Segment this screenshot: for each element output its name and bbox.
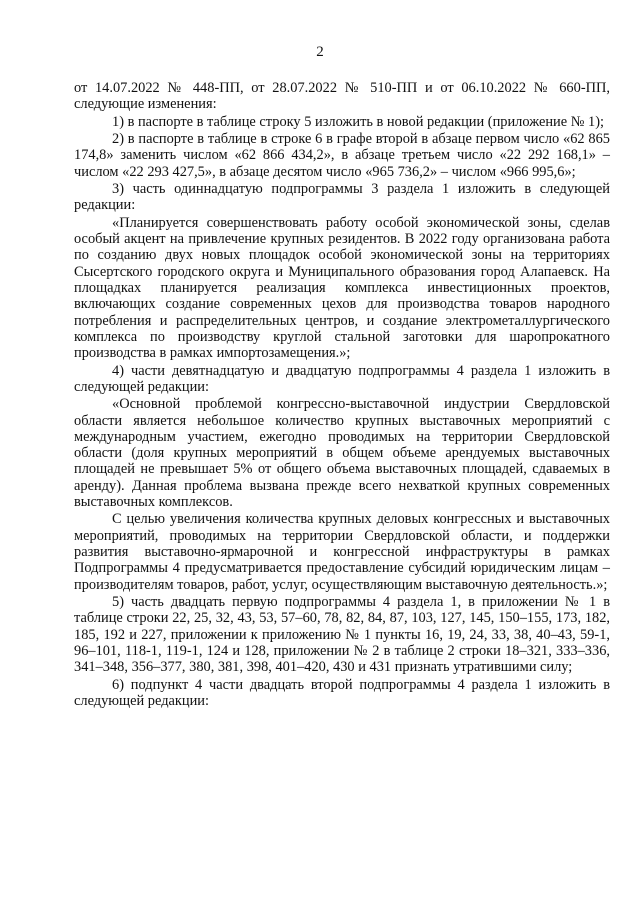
paragraph-item-5: 5) часть двадцать первую подпрограммы 4 раздела 1, в приложении № 1 в таблице строки 22, 25, 32, 43, 53, 57–60, 78, 82, 84, 87, 103, 127, 145, 150–155, 173, 182, 185, 192 и 227, приложении к приложению № 1 пункты 16, 19, 24, 33, 38, 40–43, 59-1, 96–101, 118-1, 119-1, 124 и 128, приложении № 2 в таблице 2 строки 18–321, 333–336, 341–348, 356–377, 380, 381, 398, 401–420, 430 и 431 признать утратившими силу;	[74, 593, 610, 676]
paragraph-item-3: 3) часть одиннадцатую подпрограммы 3 раздела 1 изложить в следующей редакции:	[74, 181, 610, 214]
paragraph-item-1: 1) в паспорте в таблице строку 5 изложить в новой редакции (приложение № 1);	[112, 113, 605, 130]
document-body	[74, 80, 610, 709]
page-number: 2	[316, 44, 324, 60]
paragraph-quote-congress-1: «Основной проблемой конгрессно-выставочной индустрии Свердловской области является небольшое количество крупных выставочных мероприятий с международным участием, ежегодно проводимых на территории Свердловской области (доля крупных мероприятий в общем объеме арендуемых выставочных площадей не превышает 5% от общего объема выставочных площадей, сдаваемых в аренду). Данная проблема вызвана прежде всего нехваткой крупных современных выставочных комплексов.	[74, 396, 610, 510]
paragraph-item-6: 6) подпункт 4 части двадцать второй подпрограммы 4 раздела 1 изложить в следующей редакции:	[74, 676, 610, 709]
paragraph-item-2: 2) в паспорте в таблице в строке 6 в графе второй в абзаце первом число «62 865 174,8» заменить числом «62 866 434,2», в абзаце третьем число «22 292 168,1» – числом «22 293 427,5», в абзаце десятом число «965 736,2» – числом «966 995,6»;	[74, 131, 610, 180]
paragraph-intro-continuation: от 14.07.2022 № 448-ПП, от 28.07.2022 № 510-ПП и от 06.10.2022 № 660-ПП, следующие изменения:	[74, 80, 610, 113]
paragraph-item-4: 4) части девятнадцатую и двадцатую подпрограммы 4 раздела 1 изложить в следующей редакции:	[74, 362, 610, 395]
paragraph-quote-sez: «Планируется совершенствовать работу особой экономической зоны, сделав особый акцент на привлечение крупных резидентов. В 2022 году организована работа по созданию двух новых площадок особой экономической зоны на территориях Сысертского городского округа и Муниципального образования город Алапаевск. На площадках планируется реализация комплекса инвестиционных проектов, включающих создание современных цехов для производства товаров народного потребления и распределительных центров, и создание электрометаллургического комплекса по производству круглой стальной заготовки для шаропрокатного производства в рамках импортозамещения.»;	[74, 214, 610, 362]
paragraph-quote-congress-2: С целью увеличения количества крупных деловых конгрессных и выставочных мероприятий, проводимых на территории Свердловской области, и поддержки развития выставочно-ярмарочной и конгрессной инфраструктуры в рамках Подпрограммы 4 предусматривается предоставление субсидий юридическим лицам – производителям товаров, работ, услуг, осуществляющим выставочную деятельность.»;	[74, 511, 610, 593]
